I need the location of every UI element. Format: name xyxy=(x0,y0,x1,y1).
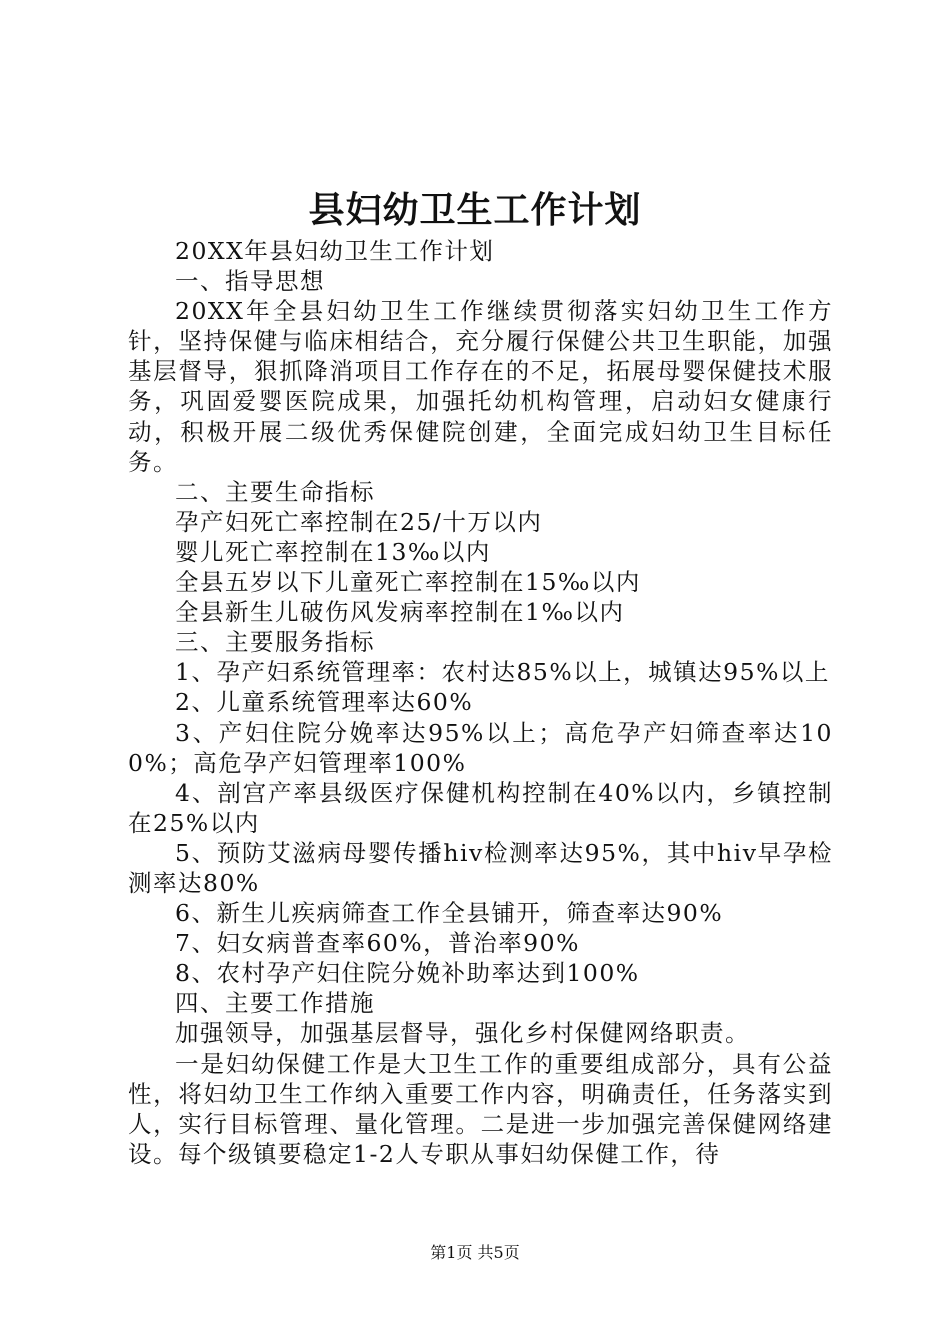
document-title: 县妇幼卫生工作计划 xyxy=(308,189,642,231)
section-heading-life-indicators: 二、主要生命指标 xyxy=(175,477,375,506)
work-measure-summary: 加强领导，加强基层督导，强化乡村保健网络职责。 xyxy=(175,1019,750,1048)
section-heading-work-measures: 四、主要工作措施 xyxy=(175,989,375,1018)
work-measure-paragraph: 一是妇幼保健工作是大卫生工作的重要组成部分，具有公益性，将妇幼卫生工作纳入重要工作内容，明确责任，任务落实到人，实行目标管理、量化管理。二是进一步加强完善保健网络建设。每个级镇要稳定1-2人专职从事妇幼保健工作，待 xyxy=(128,1049,833,1168)
service-indicator-item: 8、农村孕产妇住院分娩补助率达到100% xyxy=(175,959,640,988)
service-indicator-item: 5、预防艾滋病母婴传播hiv检测率达95%，其中hiv早孕检测率达80% xyxy=(128,838,833,897)
service-indicator-item: 4、剖宫产率县级医疗保健机构控制在40%以内，乡镇控制在25%以内 xyxy=(128,778,833,837)
life-indicator-item: 全县五岁以下儿童死亡率控制在15‰以内 xyxy=(175,568,641,597)
life-indicator-item: 全县新生儿破伤风发病率控制在1‰以内 xyxy=(175,598,625,627)
service-indicator-item: 6、新生儿疾病筛查工作全县铺开，筛查率达90% xyxy=(175,899,724,928)
service-indicator-item: 3、产妇住院分娩率达95%以上；高危孕产妇筛查率达100%；高危孕产妇管理率100% xyxy=(128,718,833,777)
page-number-footer: 第1页 共5页 xyxy=(430,1243,520,1262)
life-indicator-item: 孕产妇死亡率控制在25/十万以内 xyxy=(175,507,543,536)
service-indicator-item: 1、孕产妇系统管理率：农村达85%以上，城镇达95%以上 xyxy=(175,658,830,687)
section-heading-guiding-thought: 一、指导思想 xyxy=(175,267,325,296)
plan-heading: 20XX年县妇幼卫生工作计划 xyxy=(175,237,495,265)
service-indicator-item: 7、妇女病普查率60%，普治率90% xyxy=(175,929,580,958)
service-indicator-item: 2、儿童系统管理率达60% xyxy=(175,688,474,717)
guiding-thought-paragraph: 20XX年全县妇幼卫生工作继续贯彻落实妇幼卫生工作方针，坚持保健与临床相结合，充分履行保健公共卫生职能，加强基层督导，狠抓降消项目工作存在的不足，拓展母婴保健技术服务，巩固爱婴医院成果，加强托幼机构管理，启动妇女健康行动，积极开展二级优秀保健院创建，全面完成妇幼卫生目标任务。 xyxy=(128,297,833,476)
document-body xyxy=(128,236,833,1169)
section-heading-service-indicators: 三、主要服务指标 xyxy=(175,628,375,657)
life-indicator-item: 婴儿死亡率控制在13‰以内 xyxy=(175,537,491,566)
